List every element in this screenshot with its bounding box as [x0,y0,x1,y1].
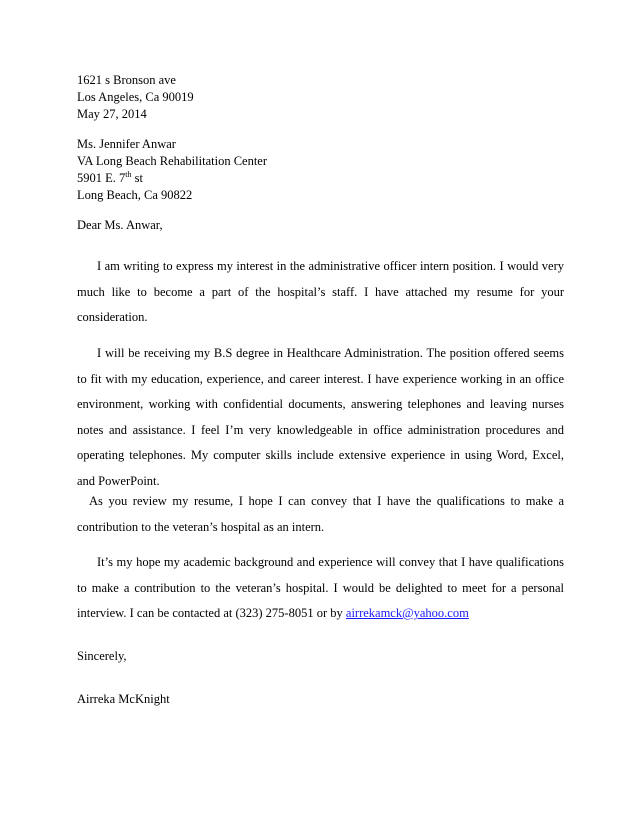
signature-name: Airreka McKnight [77,692,170,706]
paragraph-3 [77,489,564,540]
paragraph-2-text: I will be receiving my B.S degree in Healthcare Administration. The position offered seems to fit with my education, experience, and career interest. I have experience working in an office environment, working with confidential documents, answering telephones and leaving nurses notes and assistance. I feel I’m very knowledgeable in office administration procedures and operating telephones. My computer skills include extensive experience in using Word, Excel, and PowerPoint. [77,346,564,488]
sender-street: 1621 s Bronson ave [77,73,176,87]
recipient-street-ordinal: th [125,170,132,179]
salutation: Dear Ms. Anwar, [77,218,163,232]
recipient-address [77,136,564,204]
recipient-street-type: st [131,171,143,185]
recipient-organization: VA Long Beach Rehabilitation Center [77,154,268,168]
recipient-city-state-zip: Long Beach, Ca 90822 [77,188,193,202]
paragraph-1-text: I am writing to express my interest in the administrative officer intern position. I would very much like to become a part of the hospital’s staff. I have attached my resume for your consideration. [77,259,564,324]
recipient-name: Ms. Jennifer Anwar [77,137,176,151]
sender-address [77,72,564,123]
email-link[interactable]: airrekamck@yahoo.com [345,606,469,620]
paragraph-2 [77,341,564,494]
letter-date: May 27, 2014 [77,107,147,121]
recipient-street [77,170,564,187]
paragraph-1 [77,254,564,331]
sender-city-state-zip: Los Angeles, Ca 90019 [77,90,194,104]
closing: Sincerely, [77,649,127,663]
paragraph-3-text: As you review my resume, I hope I can convey that I have the qualifications to make a contribution to the veteran’s hospital as an intern. [77,494,564,534]
paragraph-4 [77,550,564,627]
recipient-street-number: 5901 E. 7 [77,171,126,185]
paragraph-4-text: It’s my hope my academic background and experience will convey that I have qualifications to make a contribution to the veteran’s hospital. I would be delighted to meet for a personal interview. I can be contacted at (323) 275-8051 or by [77,555,564,620]
